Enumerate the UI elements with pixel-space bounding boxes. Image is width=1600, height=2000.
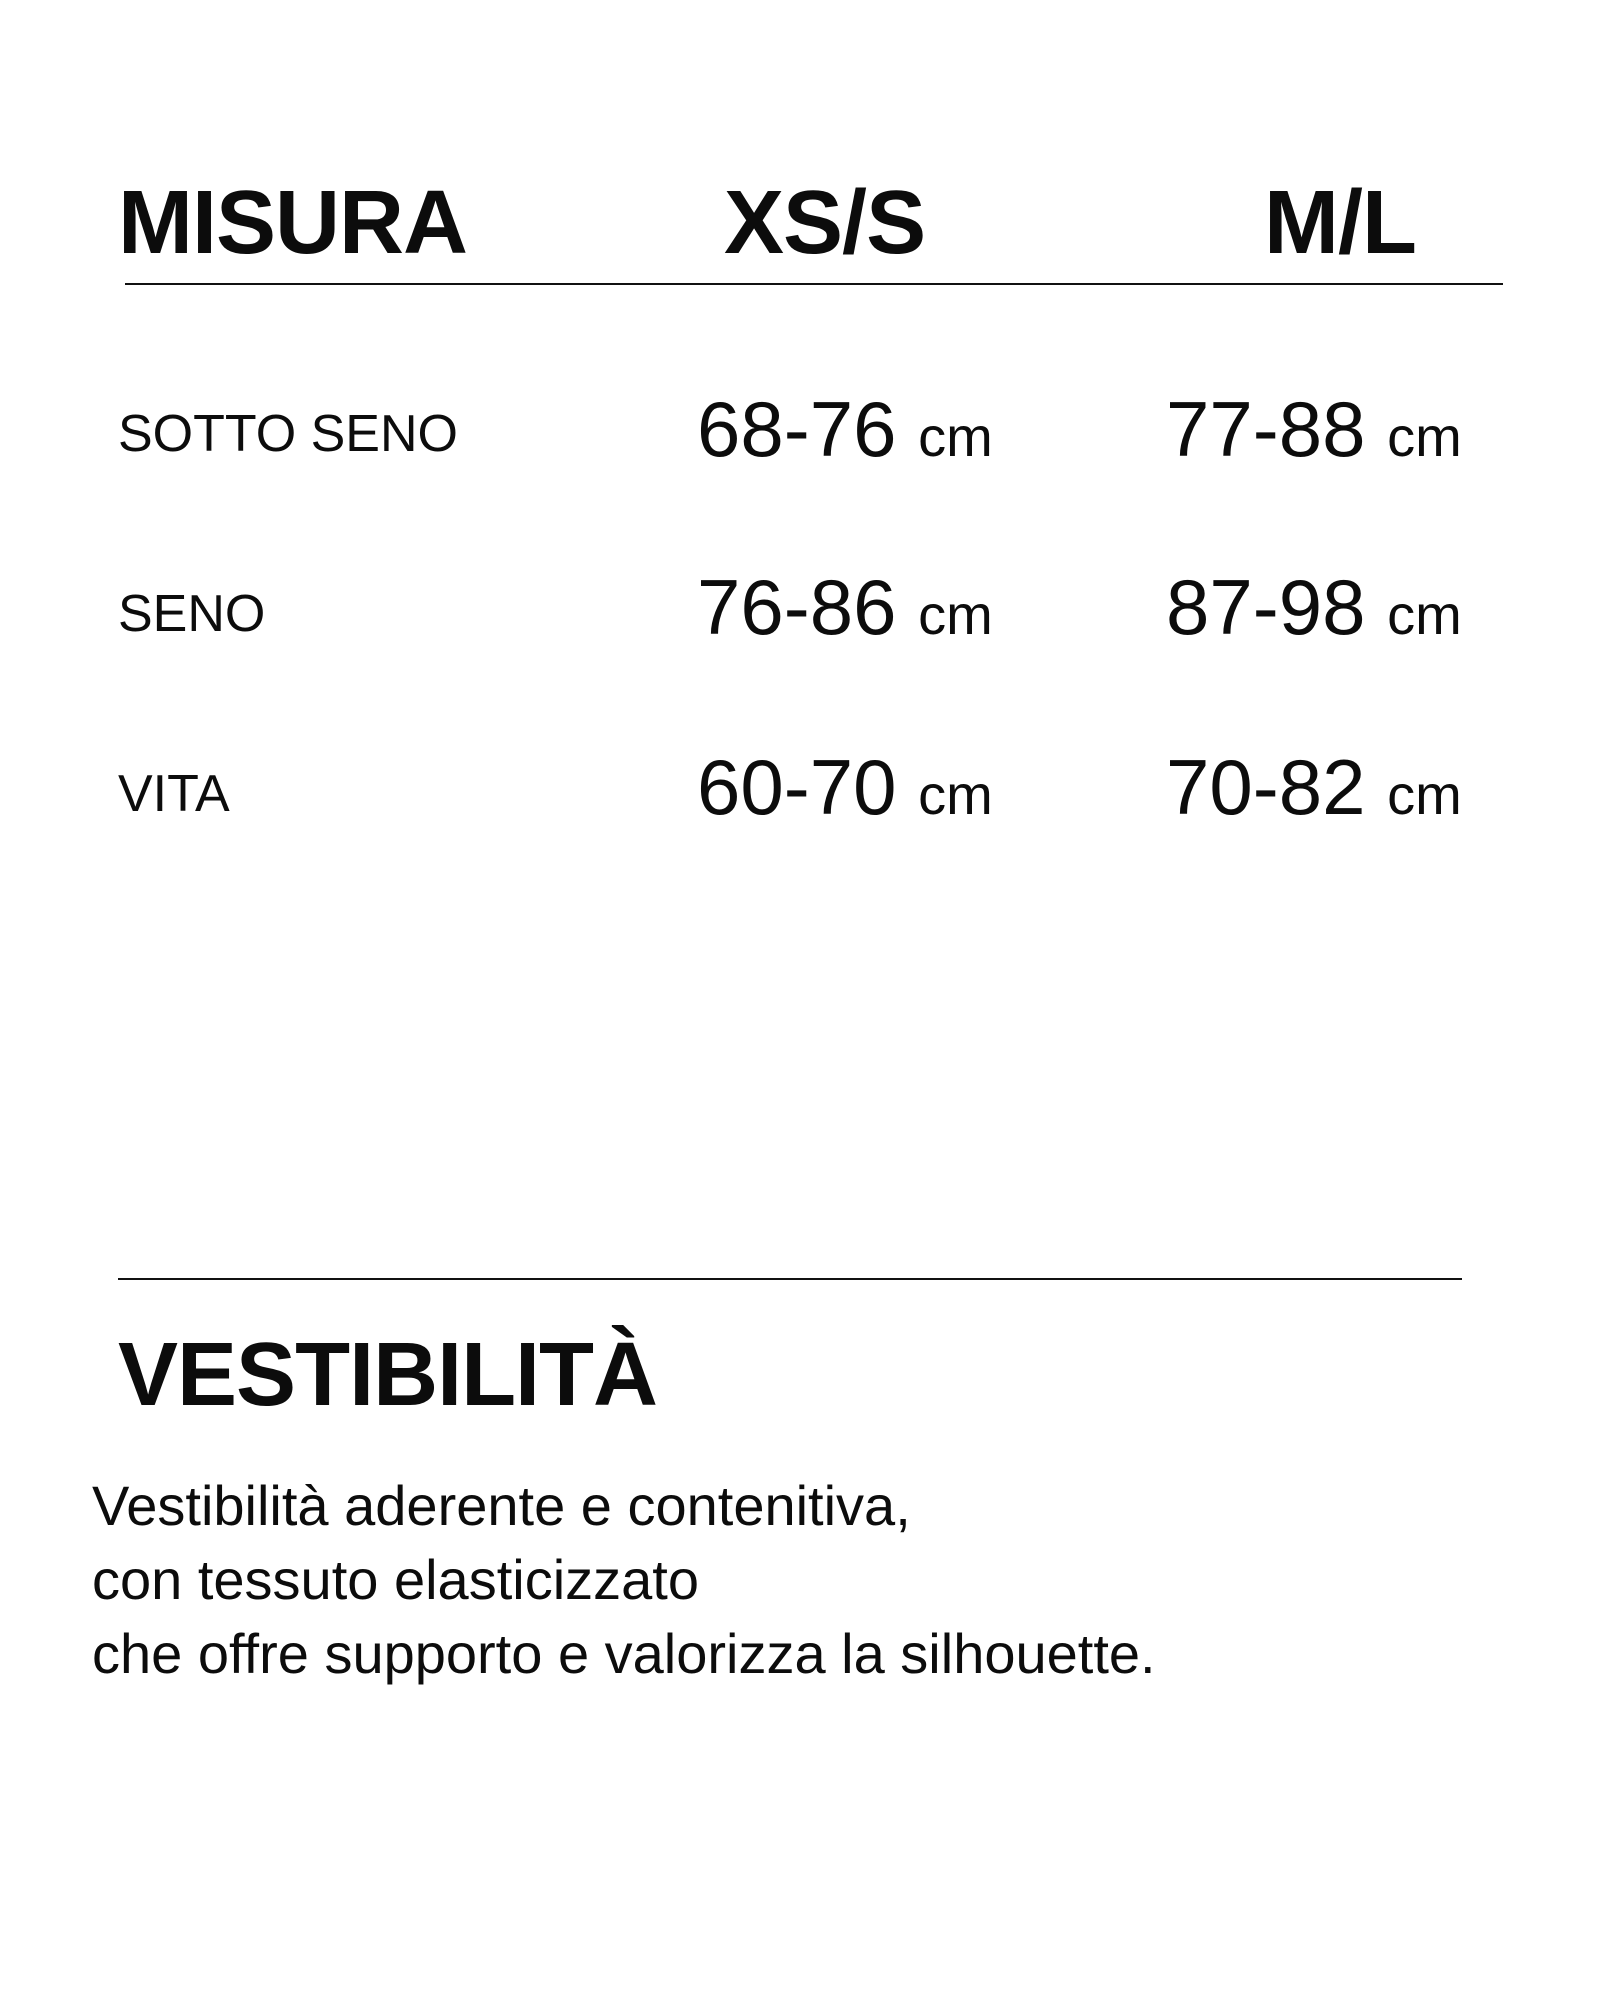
cell-sotto-seno-m-l (1166, 385, 1462, 473)
fit-description-line: con tessuto elasticizzato (92, 1548, 699, 1611)
cell-value: 87-98 (1166, 563, 1366, 651)
cell-unit: cm (918, 583, 993, 646)
cell-vita-m-l (1166, 743, 1462, 831)
cell-vita-xs-s (697, 743, 993, 831)
cell-value: 68-76 (697, 385, 897, 473)
cell-seno-m-l (1166, 563, 1462, 651)
cell-sotto-seno-xs-s (697, 385, 993, 473)
fit-description-line: Vestibilità aderente e contenitiva, (92, 1474, 911, 1537)
cell-value: 76-86 (697, 563, 897, 651)
fit-section-title: VESTIBILITÀ (118, 1325, 658, 1425)
cell-value: 70-82 (1166, 743, 1366, 831)
row-label-vita: VITA (118, 765, 230, 823)
column-header-m-l: M/L (1264, 173, 1416, 273)
column-header-misura: MISURA (118, 173, 467, 273)
cell-value: 60-70 (697, 743, 897, 831)
row-label-seno: SENO (118, 585, 266, 643)
cell-seno-xs-s (697, 563, 993, 651)
fit-description-line: che offre supporto e valorizza la silhouette. (92, 1622, 1156, 1685)
cell-unit: cm (918, 763, 993, 826)
cell-unit: cm (918, 405, 993, 468)
row-label-sotto-seno: SOTTO SENO (118, 405, 458, 463)
column-header-xs-s: XS/S (724, 173, 926, 273)
section-divider (118, 1278, 1462, 1280)
cell-value: 77-88 (1166, 385, 1366, 473)
cell-unit: cm (1387, 405, 1462, 468)
header-divider (125, 283, 1503, 285)
cell-unit: cm (1387, 763, 1462, 826)
cell-unit: cm (1387, 583, 1462, 646)
